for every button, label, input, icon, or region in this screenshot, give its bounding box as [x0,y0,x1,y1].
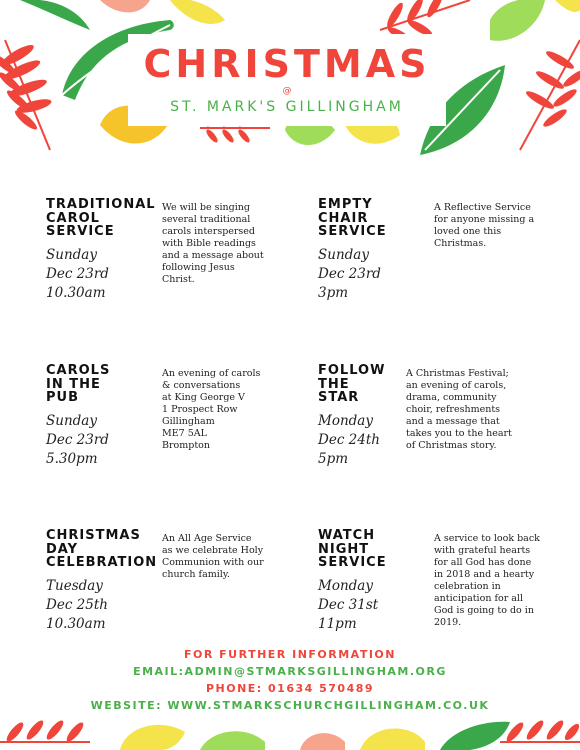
red-fern-icon [500,718,580,744]
peach-leaf-icon [100,0,150,12]
description-line: choir, refreshments [406,404,501,415]
event-datetime [318,246,430,303]
event-day: Monday [318,413,373,429]
yellow-leaf-icon [555,0,580,12]
event-description [434,533,546,629]
description-line: several traditional [162,214,251,225]
event-title [46,364,156,405]
event-title-line: CHAIR [318,210,369,226]
description-line: ME7 5AL [162,428,207,439]
info-email[interactable]: EMAIL:ADMIN@STMARKSGILLINGHAM.ORG [133,665,447,678]
description-line: at King George V [162,392,245,403]
event-title [318,529,428,570]
event-date: Dec 23rd [46,432,109,448]
info-heading: FOR FURTHER INFORMATION [183,648,396,661]
event-day: Monday [318,578,373,594]
description-line: following Jesus [162,262,235,273]
event-follow-the-star [318,364,548,484]
event-day: Sunday [46,413,97,429]
description-line: Gillingham [162,416,215,427]
yellow-leaf-icon [170,0,225,24]
description-line: and a message about [162,250,264,261]
yellow-leaf-icon [120,725,185,750]
description-line: carols interspersed [162,226,256,237]
event-title-line: SERVICE [318,555,387,570]
event-time: 10.30am [46,616,106,632]
event-traditional-carol-service [46,198,276,318]
event-title [46,198,156,239]
event-carols-in-the-pub [46,364,276,484]
description-line: for anyone missing a [434,214,535,225]
description-line: of Christmas story. [406,440,497,451]
page-title: CHRISTMAS [143,42,431,86]
event-time: 3pm [318,285,349,301]
event-time: 5.30pm [46,451,98,467]
description-line: an evening of carols, [406,380,507,391]
event-title-line: CAROLS [46,363,111,378]
info-phone[interactable]: PHONE: 01634 570489 [205,682,375,695]
event-title [318,198,428,239]
description-line: as we celebrate Holy [162,545,264,556]
event-title [46,529,156,570]
event-day: Tuesday [46,578,103,594]
event-title-line: CHRISTMAS [46,528,141,543]
description-line: for all God has done [434,557,532,568]
event-title-line: SERVICE [46,224,115,239]
event-datetime [46,577,158,634]
description-line: Communion with our [162,557,264,568]
description-line: & conversations [162,380,241,391]
event-date: Dec 24th [318,432,380,448]
lime-leaf-icon [490,0,545,41]
description-line: A Reflective Service [434,202,531,213]
description-line: loved one this [434,226,502,237]
event-datetime [318,577,430,634]
event-description [406,368,518,452]
event-watch-night-service [318,529,548,649]
description-line: with Bible readings [162,238,256,249]
event-title-line: CELEBRATION [46,555,158,570]
description-line: 1 Prospect Row [162,404,238,415]
title-box [128,34,446,126]
description-line: A service to look back [434,533,540,544]
event-christmas-day-celebration [46,529,276,649]
event-title-line: EMPTY [318,197,373,212]
event-date: Dec 23rd [318,266,381,282]
description-line: Brompton [162,440,210,451]
info-website[interactable]: WEBSITE: WWW.STMARKSCHURCHGILLINGHAM.CO.UK [90,699,490,712]
red-fern-icon [520,40,580,150]
event-description [434,202,546,250]
event-title-line: CAROL [46,210,100,226]
event-time: 10.30am [46,285,106,301]
event-title-line: IN THE [46,376,101,392]
description-line: A Christmas Festival; [406,368,509,379]
green-leaf-icon [20,0,90,30]
event-title-line: SERVICE [318,224,387,239]
description-line: God is going to do in [434,605,534,616]
event-title-line: NIGHT [318,541,370,557]
description-line: in 2018 and a hearty [434,569,535,580]
event-title-line: TRADITIONAL [46,197,156,212]
event-date: Dec 31st [318,597,379,613]
description-line: anticipation for all [434,593,523,604]
description-line: drama, community [406,392,497,403]
event-time: 5pm [318,451,349,467]
event-day: Sunday [318,247,369,263]
lime-leaf-icon [200,731,265,750]
yellow-leaf-icon [360,729,425,750]
event-time: 11pm [318,616,357,632]
event-datetime [46,246,158,303]
event-description [162,533,274,581]
description-line: and a message that [406,416,500,427]
description-line: Christ. [162,274,195,285]
event-title-line: PUB [46,390,79,405]
event-date: Dec 23rd [46,266,109,282]
event-title-line: DAY [46,541,79,557]
description-line: takes you to the heart [406,428,512,439]
red-fern-icon [0,40,53,150]
event-title-line: FOLLOW [318,363,386,378]
description-line: with grateful hearts [434,545,531,556]
description-line: church family. [162,569,230,580]
description-line: Christmas. [434,238,487,249]
event-title-line: STAR [318,390,360,405]
green-leaf-icon [440,722,510,750]
event-description [162,202,274,286]
event-title-line: THE [318,376,350,392]
description-line: celebration in [434,581,501,592]
description-line: We will be singing [162,202,250,213]
church-name: ST. MARK'S GILLINGHAM [170,99,404,115]
event-day: Sunday [46,247,97,263]
description-line: 2019. [434,617,462,628]
description-line: An All Age Service [162,533,252,544]
peach-leaf-icon [300,733,345,750]
red-fern-icon [0,718,90,744]
event-description [162,368,274,452]
leaf-footer [0,712,580,750]
description-line: An evening of carols [162,368,261,379]
event-title-line: WATCH [318,528,376,543]
at-symbol: @ [282,86,292,96]
event-empty-chair-service [318,198,548,318]
event-datetime [46,412,158,469]
event-date: Dec 25th [46,597,108,613]
